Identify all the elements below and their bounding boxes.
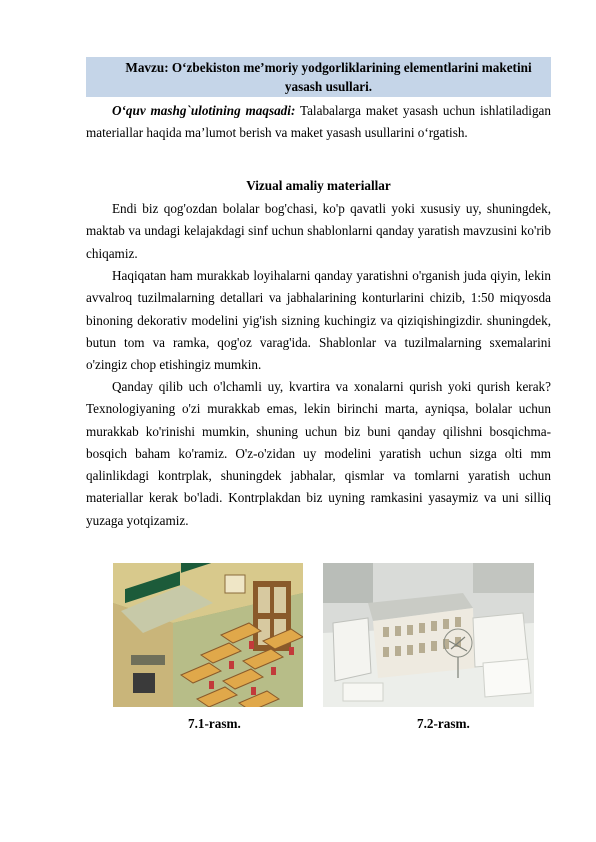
paragraph-1: Endi biz qog'ozdan bolalar bog'chasi, ko'p qavatli yoki xususiy uy, shuningdek, maktab va undagi kelajakdagi sinf uchun shablonlarni qanday yaratish mavzusini ko'rib chiqamiz. — [86, 201, 551, 261]
building-model-image — [323, 563, 534, 707]
figure-caption-2: 7.2-rasm. — [417, 716, 470, 731]
classroom-model-image — [113, 563, 303, 707]
paragraph-2: Haqiqatan ham murakkab loyihalarni qanday yaratishni o'rganish juda qiyin, lekin avvalroq tuzilmalarning detallari va jabhalarining konturlarini chizib, 1:50 miqyosda binoning dekorativ modelini yig'ish sizning kuchingiz va qiziqishingizdir. shuningdek, butun tom va ramka, qog'oz varag'ida. Shablonlar va tuzilmalarning sxemalarini o'zingiz chop etishingiz mumkin. — [86, 268, 551, 373]
goal-text: Talabalarga maket yasash uchun ishlatiladigan materiallar haqida ma’lumot berish va maket yasash usullarini o‘rgatish. — [86, 103, 551, 141]
goal-paragraph — [86, 100, 551, 145]
goal-label: O‘quv mashg`ulotining maqsadi: — [112, 103, 296, 118]
paragraph-3: Qanday qilib uch o'lchamli uy, kvartira va xonalarni qurish yoki qurish kerak? Texnologiyaning o'zi murakkab emas, lekin birinchi marta, ayniqsa, bolalar uchun murakkab ko'rinishi mumkin, shuning uchun biz buni qanday qilishni bosqichma-bosqich baham ko'ramiz. O'z-o'zidan uy modelini yaratish uchun sizga olti mm qalinlikdagi kontrplak, shuningdek jabhalar, qismlar va tomlarni yaratish uchun materiallar kerak bo'ladi. Kontrplakdan biz uyning ramkasini yasaymiz va uni silliq yuzaga yotqizamiz. — [86, 379, 551, 528]
figure-caption-1: 7.1-rasm. — [188, 716, 241, 731]
section-heading: Vizual amaliy materiallar — [246, 178, 391, 193]
topic-title: Mavzu: O‘zbekiston me’moriy yodgorliklarining elementlarini maketini yasash usullari. — [86, 57, 551, 97]
